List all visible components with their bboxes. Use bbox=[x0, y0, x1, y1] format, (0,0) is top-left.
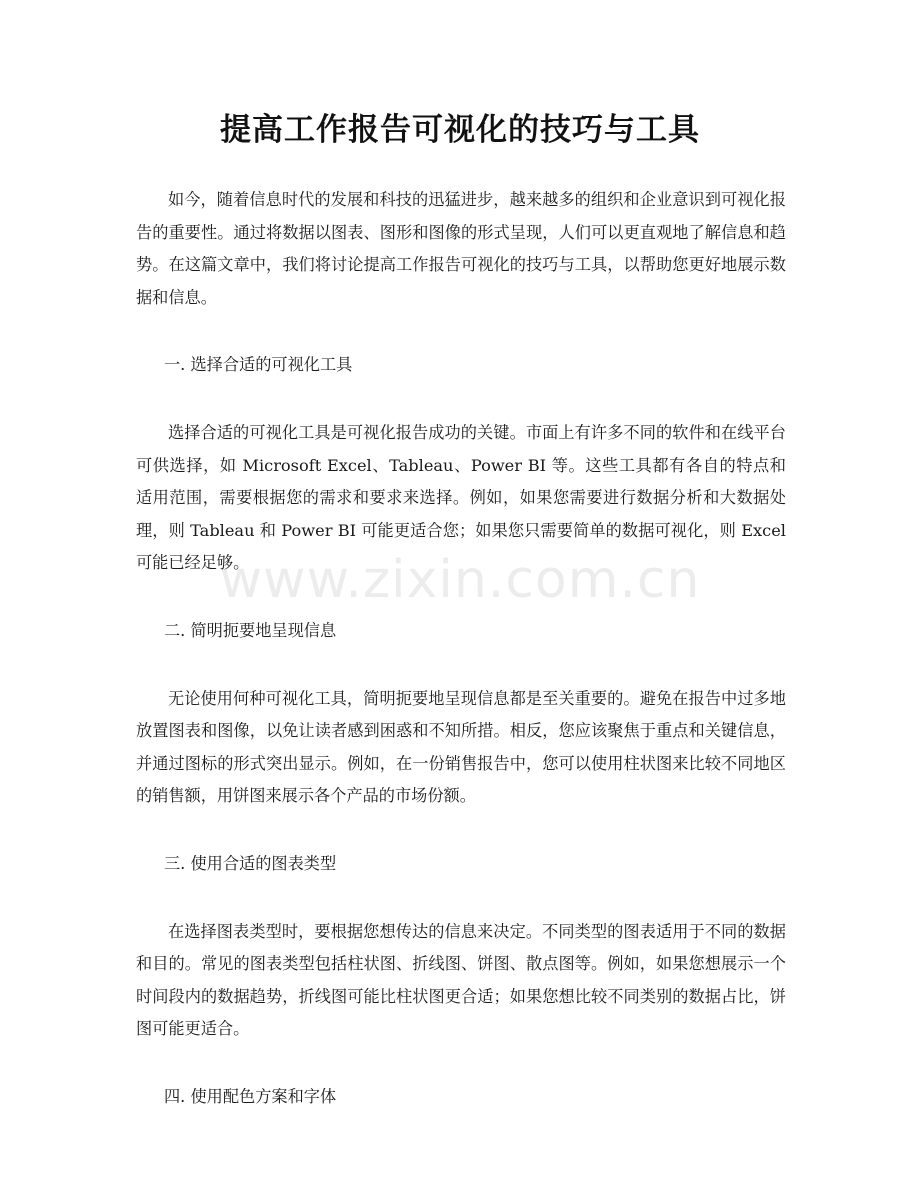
section-heading-2: 二. 简明扼要地呈现信息 bbox=[164, 620, 337, 640]
section-heading-4: 四. 使用配色方案和字体 bbox=[164, 1086, 337, 1106]
section-heading-1: 一. 选择合适的可视化工具 bbox=[164, 355, 353, 375]
intro-paragraph: 如今，随着信息时代的发展和科技的迅猛进步，越来越多的组织和企业意识到可视化报告的重要性。通过将数据以图表、图形和图像的形式呈现，人们可以更直观地了解信息和趋势。在这篇文章中，我们将讨论提高工作报告可视化的技巧与工具，以帮助您更好地展示数据和信息。 bbox=[136, 190, 786, 307]
watermark: www.zixin.com.cn bbox=[219, 550, 701, 610]
section-heading-3: 三. 使用合适的图表类型 bbox=[164, 853, 337, 873]
section-body-1: 选择合适的可视化工具是可视化报告成功的关键。市面上有许多不同的软件和在线平台可供选择，如 Microsoft Excel、Tableau、Power BI 等。这些工具都有各自的特点和适用范围，需要根据您的需求和要求来选择。例如，如果您需要进行数据分析和大数据处理，则 Tableau 和 Power BI 可能更适合您；如果您只需要简单的数据可视化，则 Excel 可能已经足够。 bbox=[136, 422, 786, 573]
section-body-3: 在选择图表类型时，要根据您想传达的信息来决定。不同类型的图表适用于不同的数据和目的。常见的图表类型包括柱状图、折线图、饼图、散点图等。例如，如果您想展示一个时间段内的数据趋势，折线图可能比柱状图更合适；如果您想比较不同类别的数据占比，饼图可能更适合。 bbox=[136, 921, 786, 1039]
document-title: 提高工作报告可视化的技巧与工具 bbox=[220, 112, 700, 148]
document-body bbox=[136, 184, 786, 1148]
section-body-2: 无论使用何种可视化工具，简明扼要地呈现信息都是至关重要的。避免在报告中过多地放置图表和图像，以免让读者感到困惑和不知所措。相反，您应该聚焦于重点和关键信息，并通过图标的形式突出显示。例如，在一份销售报告中，您可以使用柱状图来比较不同地区的销售额，用饼图来展示各个产品的市场份额。 bbox=[136, 688, 786, 806]
